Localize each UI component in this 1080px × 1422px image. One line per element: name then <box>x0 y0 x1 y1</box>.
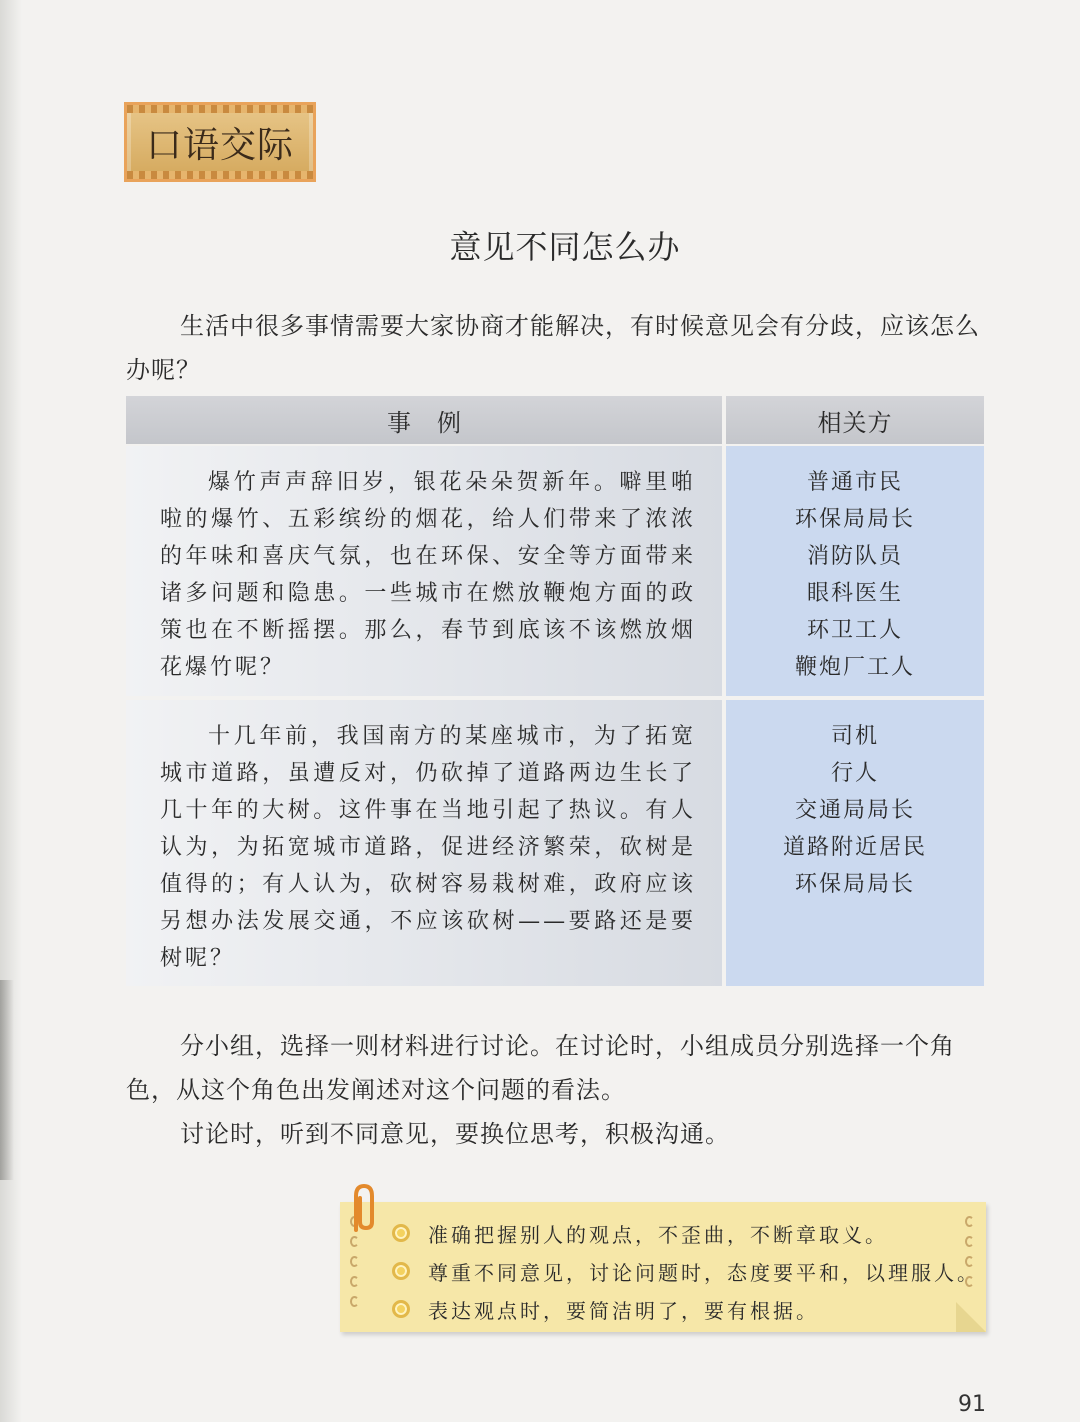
page-spine-shadow <box>0 980 14 1180</box>
list-item <box>392 1290 980 1328</box>
party-item: 道路附近居民 <box>782 835 927 860</box>
list-item <box>392 1252 980 1290</box>
case-table <box>126 396 984 990</box>
party-item: 眼科医生 <box>806 581 903 606</box>
party-list <box>726 446 984 696</box>
tip-text: 尊重不同意见，讨论问题时，态度要平和，以理服人。 <box>428 1260 980 1285</box>
party-item: 环保局局长 <box>794 872 915 897</box>
party-list <box>726 700 984 986</box>
page-title: 意见不同怎么办 <box>449 228 681 266</box>
instruction-paragraph: 分小组，选择一则材料进行讨论。在讨论时，小组成员分别选择一个角色，从这个角色出发阐述对这个问题的看法。 <box>126 1032 955 1104</box>
note-page-fold <box>956 1302 986 1332</box>
party-item: 鞭炮厂工人 <box>794 655 915 680</box>
header-case: 事例 <box>126 396 726 444</box>
circle-bullet-icon <box>392 1262 410 1280</box>
case-text: 十几年前，我国南方的某座城市，为了拓宽城市道路，虽遭反对，仍砍掉了道路两边生长了几十年的大树。这件事在当地引起了热议。有人认为，为拓宽城市道路，促进经济繁荣，砍树是值得的；有人认为，砍树容易栽树难，政府应该另想办法发展交通，不应该砍树——要路还是要树呢？ <box>126 700 726 986</box>
section-tag <box>124 102 316 182</box>
party-item: 司机 <box>830 724 879 749</box>
page-number: 91 <box>958 1392 986 1417</box>
party-item: 消防队员 <box>806 544 903 569</box>
party-item: 普通市民 <box>806 470 903 495</box>
tip-text: 准确把握别人的观点，不歪曲，不断章取义。 <box>428 1222 888 1247</box>
table-header <box>126 396 984 444</box>
tip-text: 表达观点时，要简洁明了，要有根据。 <box>428 1298 819 1323</box>
party-item: 交通局局长 <box>794 798 915 823</box>
instruction-paragraph: 讨论时，听到不同意见，要换位思考，积极沟通。 <box>180 1120 730 1148</box>
table-row <box>126 446 984 696</box>
party-item: 环卫工人 <box>806 618 903 643</box>
section-tag-label: 口语交际 <box>145 124 294 166</box>
tip-note <box>340 1202 986 1332</box>
party-item: 行人 <box>830 761 879 786</box>
page-edge-shadow <box>0 0 22 1422</box>
list-item <box>392 1214 980 1252</box>
case-text: 爆竹声声辞旧岁，银花朵朵贺新年。噼里啪啦的爆竹、五彩缤纷的烟花，给人们带来了浓浓的年味和喜庆气氛，也在环保、安全等方面带来诸多问题和隐患。一些城市在燃放鞭炮方面的政策也在不断摇摆。那么，春节到底该不该燃放烟花爆竹呢？ <box>126 446 726 696</box>
tip-list <box>392 1214 980 1328</box>
table-row <box>126 700 984 986</box>
paperclip-icon <box>346 1182 382 1234</box>
party-item: 环保局局长 <box>794 507 915 532</box>
circle-bullet-icon <box>392 1224 410 1242</box>
circle-bullet-icon <box>392 1300 410 1318</box>
intro-paragraph: 生活中很多事情需要大家协商才能解决，有时候意见会有分歧，应该怎么办呢？ <box>126 312 980 384</box>
header-party: 相关方 <box>726 396 984 444</box>
